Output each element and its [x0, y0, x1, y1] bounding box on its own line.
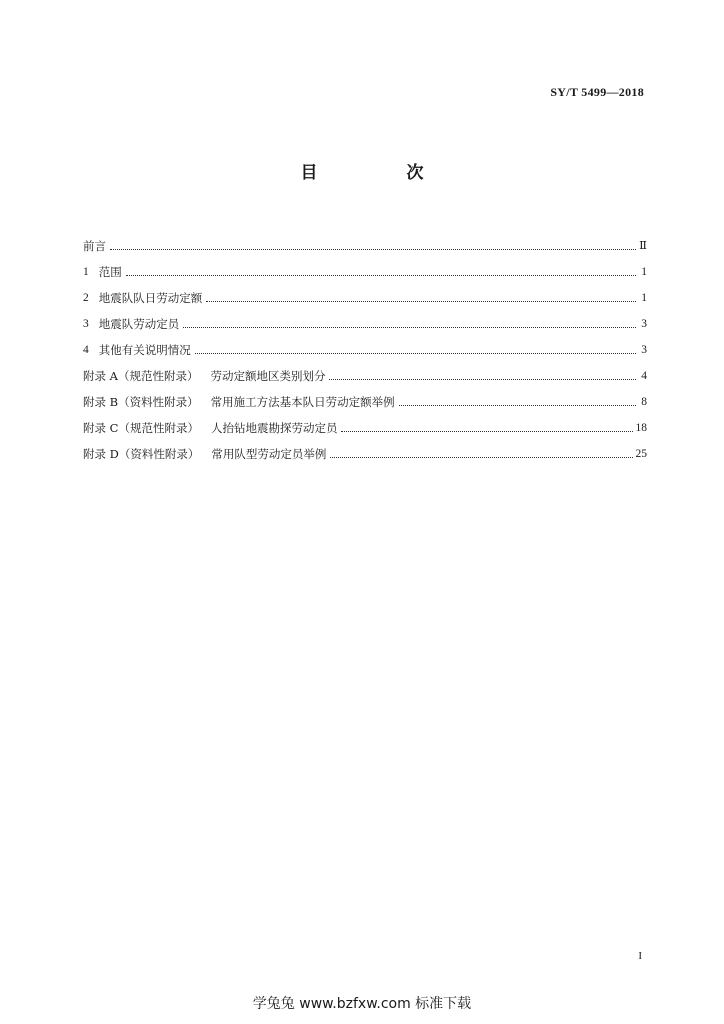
dot-leader: [329, 379, 636, 380]
toc-entry-page: Ⅱ: [639, 240, 647, 252]
dot-leader: [399, 405, 636, 406]
dot-leader: [341, 431, 632, 432]
toc-entry-annex-b[interactable]: [83, 383, 647, 409]
toc-entry-page: 4: [641, 370, 647, 382]
toc-entry-foreword[interactable]: [83, 227, 647, 253]
toc-entry-label: 人抬钻地震勘探劳动定员: [210, 421, 338, 435]
toc-entry-label: 劳动定额地区类别划分: [210, 369, 326, 383]
watermark-text: 学兔兔 www.bzfxw.com 标准下载: [252, 996, 472, 1012]
annex-type: （规范性附录）: [118, 421, 199, 435]
annex-type: （规范性附录）: [117, 369, 199, 383]
annex-id: 附录 B: [83, 395, 119, 409]
toc-entry-annex-a[interactable]: [83, 357, 647, 383]
annex-type: （资料性附录）: [118, 447, 200, 461]
toc-entry-annex-d[interactable]: [83, 435, 647, 461]
toc-entry-4[interactable]: [83, 331, 647, 357]
table-of-contents: [83, 227, 647, 461]
dot-leader: [183, 327, 636, 328]
toc-entry-page: 1: [641, 266, 647, 278]
annex-type: （资料性附录）: [118, 395, 199, 409]
toc-entry-label: 范围: [98, 265, 122, 279]
annex-id: 附录 D: [83, 447, 119, 461]
toc-entry-label: 常用队型劳动定员举例: [211, 447, 327, 461]
toc-entry-label: 地震队队日劳动定额: [98, 291, 203, 305]
annex-id: 附录 A: [83, 369, 118, 383]
toc-entry-number: 1: [83, 266, 89, 278]
toc-entry-number: 4: [83, 344, 89, 356]
toc-entry-page: 25: [635, 448, 647, 460]
toc-entry-label: 其他有关说明情况: [98, 343, 191, 357]
toc-entry-label: 地震队劳动定员: [98, 317, 180, 331]
toc-entry-page: 3: [641, 344, 647, 356]
toc-entry-label: 常用施工方法基本队日劳动定额举例: [210, 395, 395, 409]
toc-entry-1[interactable]: [83, 253, 647, 279]
page-number: I: [638, 950, 642, 962]
page-title: 目 次: [300, 163, 460, 183]
toc-entry-page: 18: [635, 422, 647, 434]
toc-entry-annex-c[interactable]: [83, 409, 647, 435]
toc-entry-page: 3: [641, 318, 647, 330]
dot-leader: [206, 301, 636, 302]
toc-entry-number: 2: [83, 292, 89, 304]
standard-number: SY/T 5499—2018: [550, 85, 644, 99]
toc-entry-page: 1: [641, 292, 647, 304]
annex-id: 附录 C: [83, 421, 119, 435]
dot-leader: [195, 353, 636, 354]
dot-leader: [110, 249, 636, 250]
toc-entry-label: 前言: [83, 239, 106, 253]
toc-entry-number: 3: [83, 318, 89, 330]
toc-entry-3[interactable]: [83, 305, 647, 331]
toc-entry-2[interactable]: [83, 279, 647, 305]
dot-leader: [330, 457, 632, 458]
toc-entry-page: 8: [641, 396, 647, 408]
dot-leader: [126, 275, 636, 276]
